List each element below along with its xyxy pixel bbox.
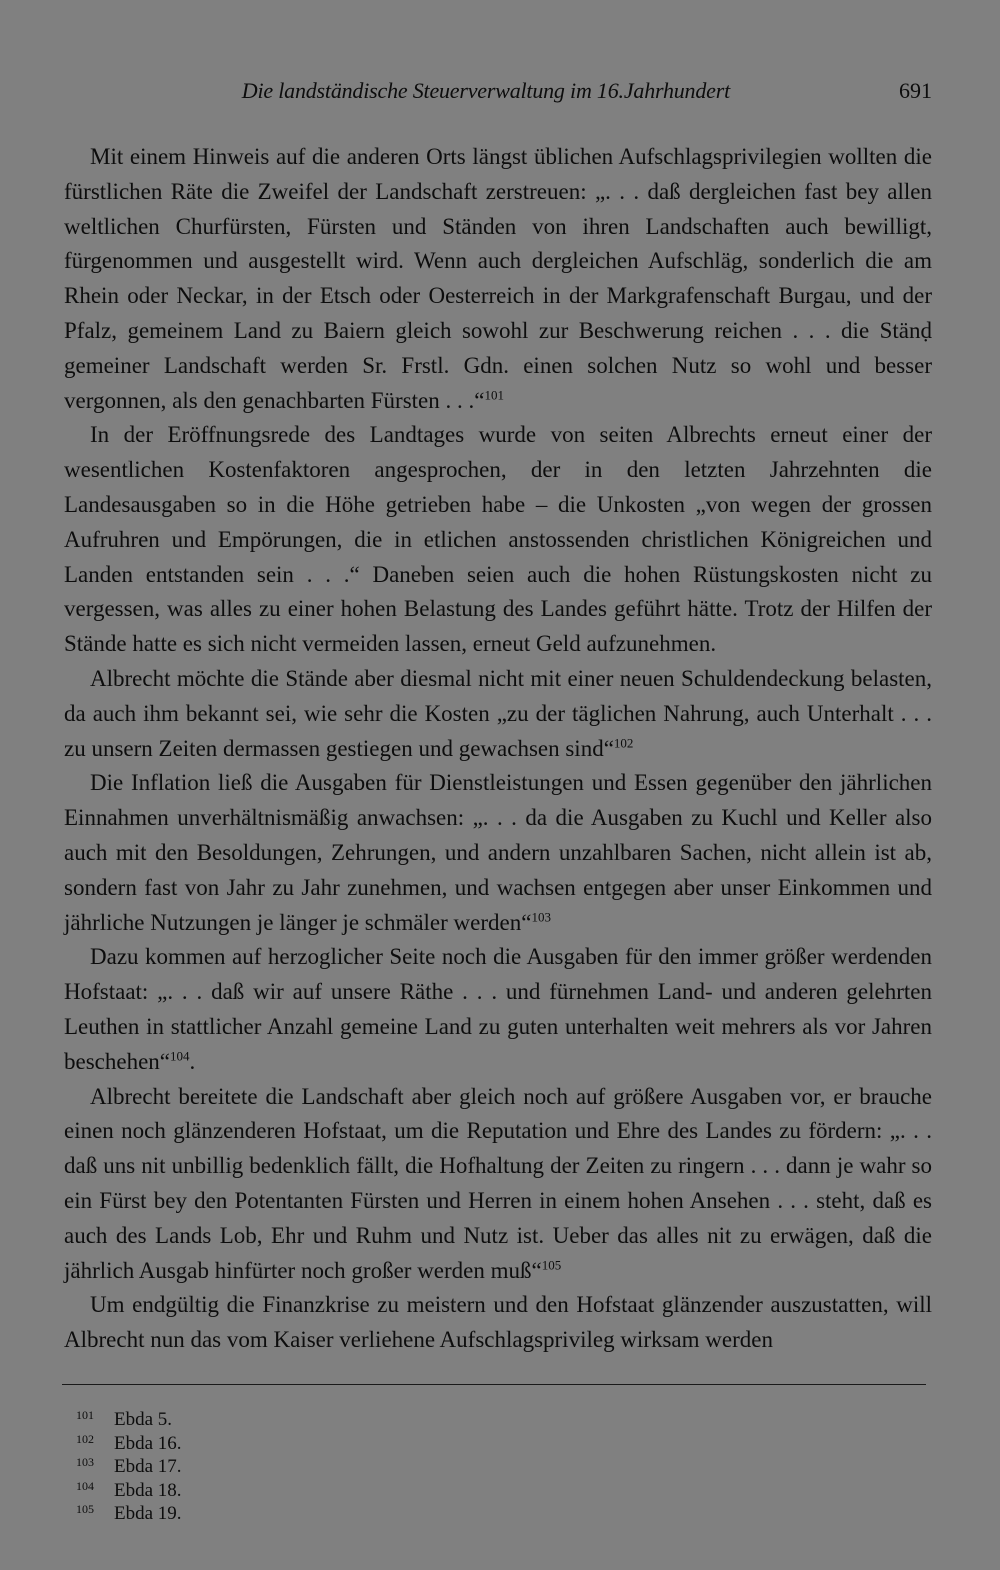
footnote bbox=[76, 1428, 576, 1452]
footnote-reference: 101 bbox=[484, 386, 504, 402]
footnote-reference: 105 bbox=[541, 1256, 562, 1272]
footnote-reference: 103 bbox=[531, 908, 551, 924]
footnote-text: Ebda 18. bbox=[114, 1479, 182, 1501]
paragraph bbox=[64, 1080, 932, 1289]
footnote-reference: 102 bbox=[613, 734, 634, 750]
paragraph bbox=[64, 418, 932, 662]
footnote bbox=[76, 1498, 576, 1525]
footnote-number: 105 bbox=[76, 1502, 94, 1517]
running-head bbox=[64, 78, 934, 108]
running-title: Die landständische Steuerverwaltung im 16.Jahrhundert bbox=[241, 78, 730, 103]
paragraph-text: Um endgültig die Finanzkrise zu meistern und den Hofstaat glänzender auszustatten, will Albrecht nun das vom Kaiser verliehene Aufschlagsprivileg wirksam werden bbox=[64, 1292, 932, 1353]
paragraph-text: Dazu kommen auf herzoglicher Seite noch die Ausgaben für den immer größer werdenden Hofstaat: „. . . daß wir auf unsere Räthe . . . und fürnehmen Land- und anderen gelehrten Leuthen in stattlicher Anzahl gemeine Land zu guten unterhalten weit mehrers als vor Jahren beschehen“ bbox=[64, 944, 932, 1074]
page-number: 691 bbox=[899, 78, 932, 103]
footnote-number: 102 bbox=[76, 1431, 94, 1446]
footnote-text: Ebda 5. bbox=[114, 1409, 173, 1430]
paragraph bbox=[64, 940, 932, 1079]
paragraph bbox=[64, 662, 932, 766]
paragraph bbox=[64, 766, 932, 940]
footnote bbox=[76, 1451, 576, 1478]
footnote-reference: 104 bbox=[170, 1048, 190, 1064]
footnote-number: 104 bbox=[76, 1478, 94, 1493]
footnote bbox=[76, 1404, 576, 1428]
sentence-end: . bbox=[189, 1048, 196, 1074]
paragraph bbox=[64, 1288, 932, 1358]
paragraph-text: Mit einem Hinweis auf die anderen Orts längst üblichen Aufschlagsprivilegien wollten die fürstlichen Räte die Zweifel der Landschaft zerstreuen: „. . . daß dergleichen fast bey allen weltlichen Churfürsten, Fürsten und Ständen von ihren Landschaften auch bewilligt, fürgenommen und ausgestellt wird. Wenn auch dergleichen Aufschläg, sonderlich die am Rhein oder Neckar, in der Etsch oder Oesterreich in der Markgrafenschaft Burgau, und der Pfalz, gemeinem Land zu Baiern gleich sowohl zur Beschwerung reichen . . . die Stänḍ gemeiner Landschaft werden Sr. Frstl. Gdn. einen solchen Nutz so wohl und besser vergonnen, als den genachbarten Fürsten . . .“ bbox=[64, 144, 932, 413]
paragraph bbox=[64, 140, 932, 418]
paragraph-text: In der Eröffnungsrede des Landtages wurde von seiten Albrechts erneut einer der wesentlichen Kostenfaktoren angesprochen, der in den letzten Jahrzehnten die Landesausgaben so in die Höhe getrieben habe – die Unkosten „von wegen der grossen Aufruhren und Empörungen, die in etlichen anstossenden christlichen Königreichen und Landen entstanden sein . . .“ Daneben seien auch die hohen Rüstungskosten nicht zu vergessen, was alles zu einer hohen Belastung des Landes geführt hätte. Trotz der Hilfen der Stände hatte es sich nicht vermeiden lassen, erneut Geld aufzunehmen. bbox=[64, 422, 932, 657]
body-text bbox=[64, 140, 932, 1358]
footnote-divider bbox=[62, 1384, 926, 1385]
paragraph-text: Die Inflation ließ die Ausgaben für Dienstleistungen und Essen gegenüber den jährlichen Einnahmen unverhältnismäßig anwachsen: „. . . da die Ausgaben zu Kuchl und Keller also auch mit den Besoldungen, Zehrungen, und andern unzahlbaren Sachen, nicht allein ist ab, sondern fast von Jahr zu Jahr zunehmen, und wachsen entgegen aber unser Einkommen und jährliche Nutzungen je länger je schmäler werden“ bbox=[64, 770, 932, 935]
footnote-text: Ebda 19. bbox=[114, 1503, 182, 1525]
paragraph-text: Albrecht bereitete die Landschaft aber gleich noch auf größere Ausgaben vor, er brauche einen noch glänzenderen Hofstaat, um die Reputation und Ehre des Landes zu fördern: „. . . daß uns nit unbillig bedenklich fällt, die Hofhaltung der Zeiten zu ringern . . . dann je wahr so ein Fürst bey den Potentanten Fürsten und Herren in einem hohen Ansehen . . . steht, daß es auch des Lands Lob, Ehr und Ruhm und Nutz ist. Ueber das alles nit zu erwägen, daß die jährlich Ausgab hinfürter noch großer werden muß“ bbox=[64, 1083, 932, 1283]
footnotes bbox=[76, 1404, 576, 1525]
footnote-number: 103 bbox=[76, 1455, 94, 1470]
footnote-number: 101 bbox=[76, 1408, 94, 1422]
footnote-text: Ebda 16. bbox=[114, 1432, 182, 1454]
paragraph-text: Albrecht möchte die Stände aber diesmal nicht mit einer neuen Schuldendeckung belasten, da auch ihm bekannt sei, wie sehr die Kosten „zu der täglichen Nahrung, auch Unterhalt . . . zu unsern Zeiten dermassen gestiegen und gewachsen sind“ bbox=[64, 665, 932, 761]
footnote-text: Ebda 17. bbox=[114, 1456, 182, 1478]
footnote bbox=[76, 1475, 576, 1499]
